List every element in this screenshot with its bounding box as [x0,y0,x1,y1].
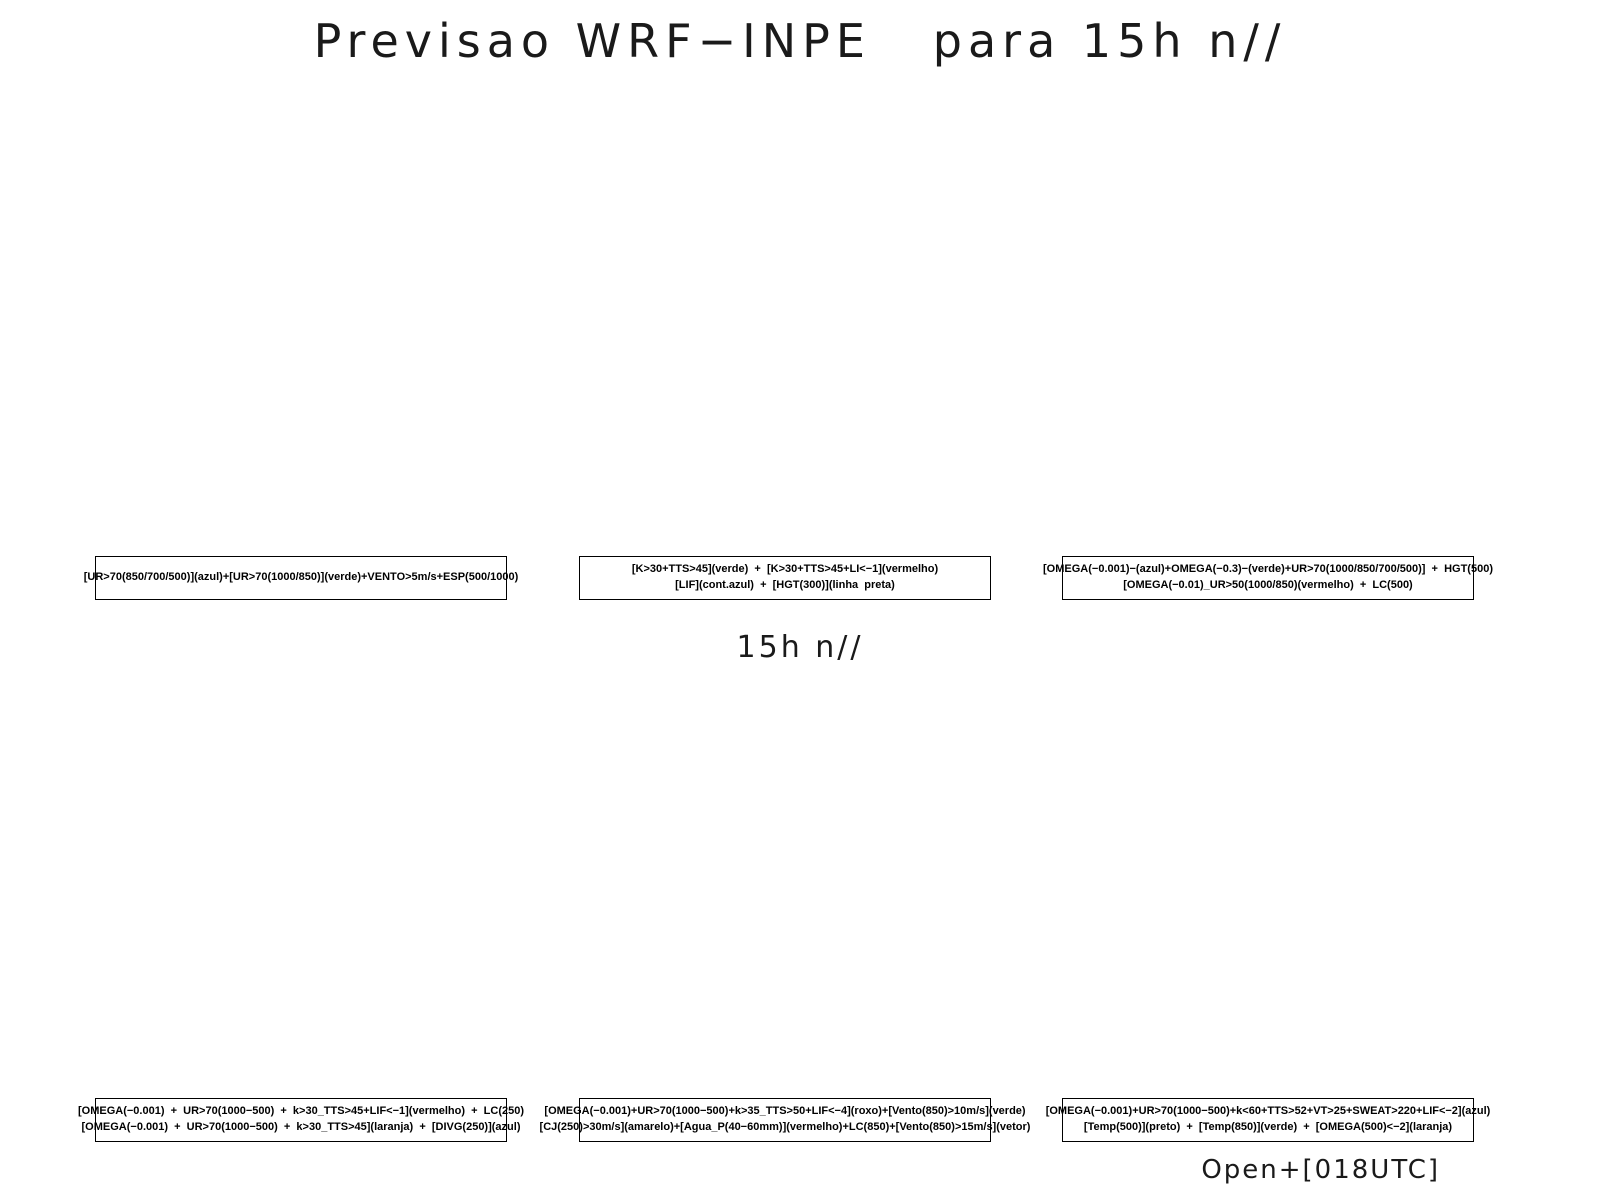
caption-line: [OMEGA(−0.001)+UR>70(1000−500)+k>35_TTS>50+LIF<−4](roxo)+[Vento(850)>10m/s](verde) [544,1105,1026,1118]
panel-bottom-center [579,675,991,1090]
caption-line: [UR>70(850/700/500)](azul)+[UR>70(1000/850)](verde)+VENTO>5m/s+ESP(500/1000) [83,571,519,584]
caption-line: [OMEGA(−0.01)_UR>50(1000/850)(vermelho) + LC(500) [1123,579,1413,591]
panel-top-left [95,100,507,550]
caption-line: [K>30+TTS>45](verde) + [K>30+TTS>45+LI<−1](vermelho) [631,563,939,576]
caption-line: [Temp(500)](preto) + [Temp(850)](verde) + [OMEGA(500)<−2](laranja) [1083,1121,1453,1133]
panel-top-center [579,100,991,550]
caption-line: [OMEGA(−0.001) + UR>70(1000−500) + k>30_TTS>45](laranja) + [DIVG(250)](azul) [81,1121,521,1133]
caption-box-top-center [579,556,991,600]
caption-box-top-left [83,556,519,600]
footer-label: Open+[018UTC] [1201,1155,1440,1185]
caption-box-bottom-center [539,1098,1031,1142]
page-title: Previsao WRF−INPE para 15h n// [313,14,1287,68]
panel-bottom-right [1062,675,1474,1090]
caption-line: [OMEGA(−0.001) + UR>70(1000−500) + k>30_TTS>45+LIF<−1](vermelho) + LC(250) [78,1105,525,1118]
caption-line: [LIF](cont.azul) + [HGT(300)](linha preta) [675,579,895,591]
caption-line: [CJ(250)>30m/s](amarelo)+[Agua_P(40−60mm)](vermelho)+LC(850)+[Vento(850)>15m/s](vetor) [539,1121,1031,1133]
middle-time-label: 15h n// [736,630,864,665]
caption-box-bottom-right [1045,1098,1491,1142]
panel-top-right [1062,100,1474,550]
caption-line: [OMEGA(−0.001)−(azul)+OMEGA(−0.3)−(verde)+UR>70(1000/850/700/500)] + HGT(500) [1043,563,1493,576]
caption-line: [OMEGA(−0.001)+UR>70(1000−500)+k<60+TTS>52+VT>25+SWEAT>220+LIF<−2](azul) [1045,1105,1491,1118]
caption-box-bottom-left [78,1098,525,1142]
caption-box-top-right [1043,556,1493,600]
panel-bottom-left [95,675,507,1090]
